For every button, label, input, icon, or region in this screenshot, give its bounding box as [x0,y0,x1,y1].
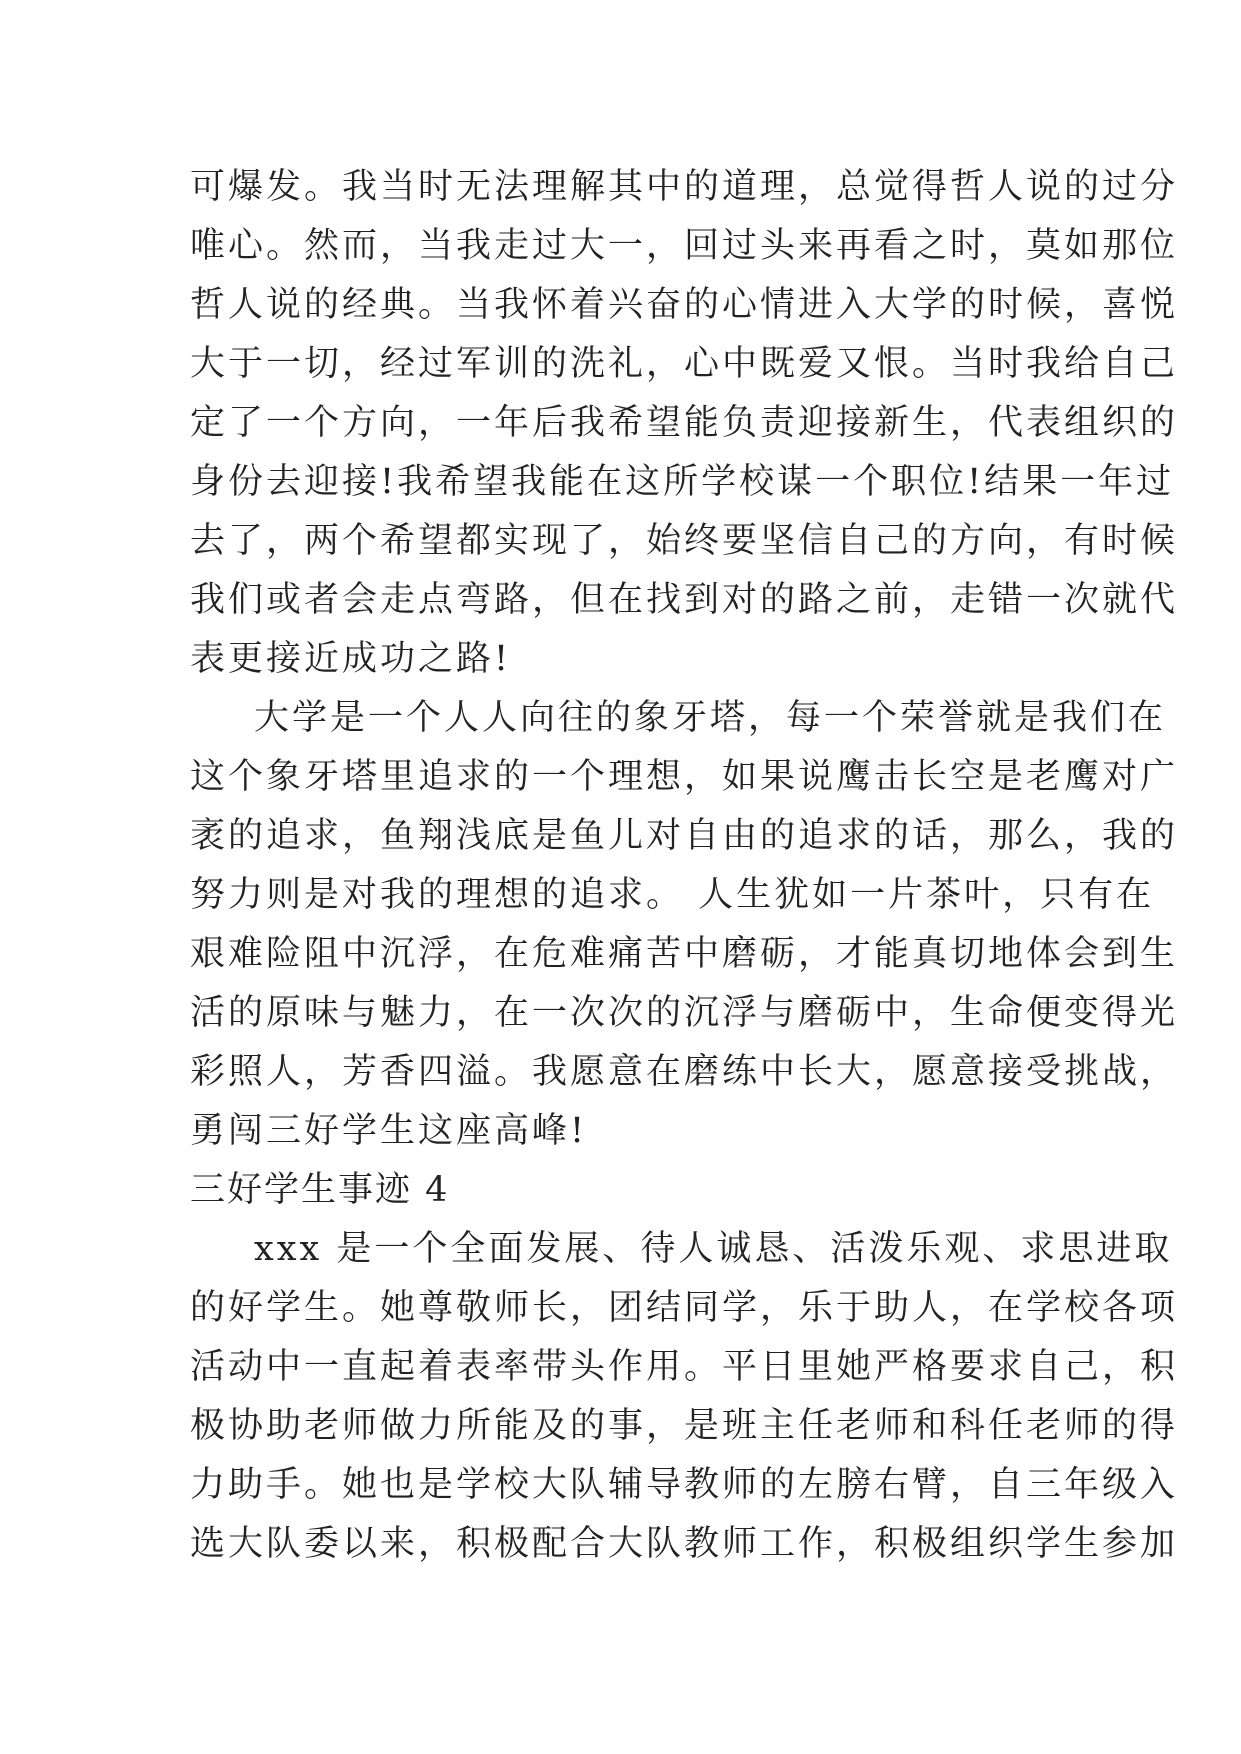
text-line: 定了一个方向，一年后我希望能负责迎接新生，代表组织的 [190,403,1179,443]
paragraph-2 [190,689,1179,1161]
text-line: 艰难险阻中沉浮，在危难痛苦中磨砺，才能真切地体会到生 [190,934,1179,974]
text-line: 努力则是对我的理想的追求。 人生犹如一片茶叶，只有在 [190,875,1155,915]
text-line: 的好学生。她尊敬师长，团结同学，乐于助人，在学校各项 [190,1288,1179,1328]
text-line: 活动中一直起着表率带头作用。平日里她严格要求自己，积 [190,1347,1179,1387]
text-line: 力助手。她也是学校大队辅导教师的左膀右臂，自三年级入 [190,1465,1179,1505]
text-line: 极协助老师做力所能及的事，是班主任老师和科任老师的得 [190,1406,1179,1446]
text-line: 袤的追求，鱼翔浅底是鱼儿对自由的追求的话，那么，我的 [190,816,1179,856]
text-line: 我们或者会走点弯路，但在找到对的路之前，走错一次就代 [190,580,1179,620]
text-line: 身份去迎接!我希望我能在这所学校谋一个职位!结果一年过 [190,462,1175,502]
section-heading: 三好学生事迹 4 [190,1170,450,1210]
text-line: 可爆发。我当时无法理解其中的道理，总觉得哲人说的过分 [190,167,1179,207]
text-line: 哲人说的经典。当我怀着兴奋的心情进入大学的时候，喜悦 [190,285,1179,325]
text-line: 去了，两个希望都实现了，始终要坚信自己的方向，有时候 [190,521,1179,561]
text-line: 彩照人，芳香四溢。我愿意在磨练中长大，愿意接受挑战， [190,1052,1179,1092]
text-line: 活的原味与魅力，在一次次的沉浮与磨砺中，生命便变得光 [190,993,1179,1033]
text-line: 这个象牙塔里追求的一个理想，如果说鹰击长空是老鹰对广 [190,757,1179,797]
text-line: 大学是一个人人向往的象牙塔，每一个荣誉就是我们在 [254,698,1167,738]
text-line: 大于一切，经过军训的洗礼，心中既爱又恨。当时我给自己 [190,344,1179,384]
text-line: 表更接近成功之路! [190,639,512,679]
text-line: xxx 是一个全面发展、待人诚恳、活泼乐观、求思进取 [254,1229,1173,1269]
text-line: 勇闯三好学生这座高峰! [190,1111,588,1151]
document-body [190,158,1179,1574]
paragraph-3 [190,1220,1179,1574]
paragraph-1 [190,158,1179,689]
text-line: 选大队委以来，积极配合大队教师工作，积极组织学生参加 [190,1524,1179,1564]
text-line: 唯心。然而，当我走过大一，回过头来再看之时，莫如那位 [190,226,1179,266]
